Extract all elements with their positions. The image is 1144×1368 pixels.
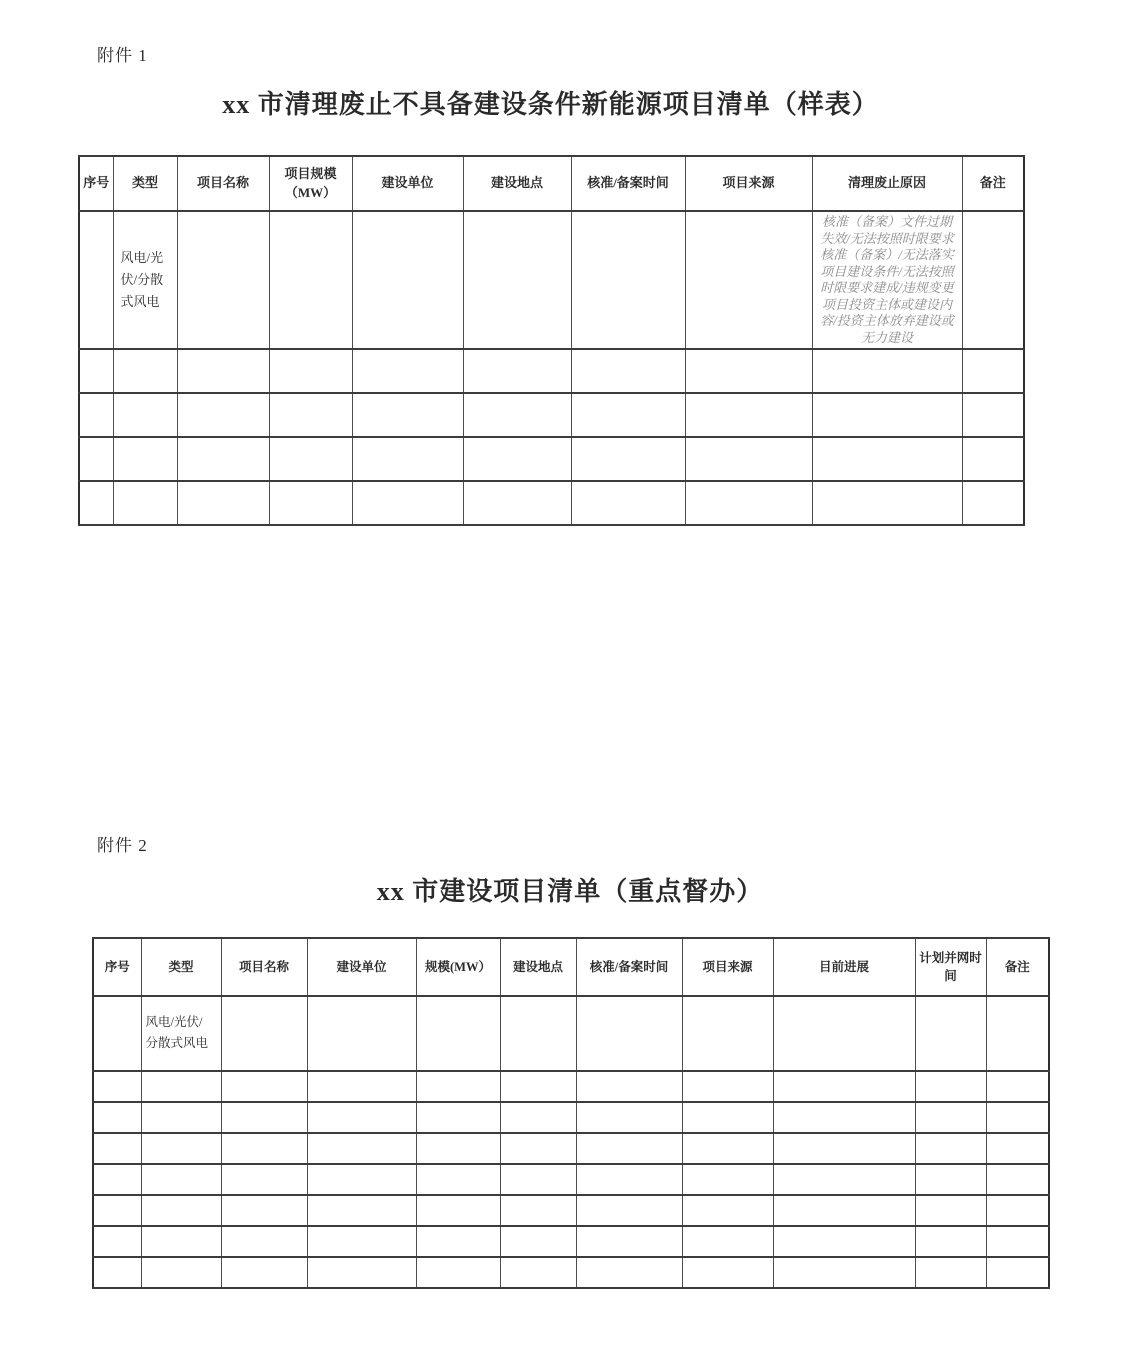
header-cell-reason: 清理废止原因 (812, 156, 962, 211)
empty-row (93, 1195, 1049, 1226)
empty-cell (812, 437, 962, 481)
reason-sample-cell: 核准（备案）文件过期失效/无法按照时限要求核准（备案）/无法落实项目建设条件/无法按照时限要求建成/违规变更项目投资主体或建设内容/投资主体放弃建设或无力建设 (812, 211, 962, 349)
empty-cell (352, 393, 463, 437)
empty-cell (269, 481, 352, 525)
empty-cell (571, 211, 685, 349)
empty-cell (141, 1071, 221, 1102)
empty-cell (986, 1226, 1049, 1257)
empty-cell (682, 996, 773, 1071)
header-cell-type: 类型 (141, 938, 221, 996)
header-cell-builder: 建设单位 (352, 156, 463, 211)
empty-cell (576, 1226, 682, 1257)
empty-cell (93, 1071, 141, 1102)
empty-cell (307, 1195, 416, 1226)
empty-cell (307, 1257, 416, 1288)
empty-cell (500, 1133, 576, 1164)
empty-row (93, 1257, 1049, 1288)
empty-cell (177, 211, 269, 349)
empty-cell (352, 211, 463, 349)
empty-cell (571, 349, 685, 393)
empty-cell (986, 1195, 1049, 1226)
empty-cell (571, 437, 685, 481)
empty-cell (915, 1133, 986, 1164)
empty-cell (986, 996, 1049, 1071)
empty-cell (773, 1133, 915, 1164)
header-cell-project-name: 项目名称 (177, 156, 269, 211)
empty-cell (221, 1164, 307, 1195)
empty-cell (812, 393, 962, 437)
empty-cell (571, 393, 685, 437)
empty-cell (962, 211, 1024, 349)
header-cell-location: 建设地点 (500, 938, 576, 996)
empty-cell (463, 211, 571, 349)
header-cell-grid-time: 计划并网时间 (915, 938, 986, 996)
empty-cell (986, 1102, 1049, 1133)
empty-cell (986, 1133, 1049, 1164)
empty-row (79, 349, 1024, 393)
empty-cell (773, 996, 915, 1071)
empty-cell (962, 481, 1024, 525)
empty-cell (141, 1164, 221, 1195)
empty-cell (773, 1257, 915, 1288)
empty-cell (682, 1164, 773, 1195)
empty-cell (773, 1164, 915, 1195)
empty-cell (682, 1226, 773, 1257)
empty-row (93, 1226, 1049, 1257)
empty-row (93, 1164, 1049, 1195)
empty-cell (93, 1195, 141, 1226)
empty-cell (416, 1133, 500, 1164)
empty-cell (307, 1071, 416, 1102)
empty-cell (221, 1195, 307, 1226)
header-cell-location: 建设地点 (463, 156, 571, 211)
empty-cell (269, 211, 352, 349)
empty-cell (682, 1071, 773, 1102)
empty-cell (986, 1257, 1049, 1288)
empty-cell (79, 211, 113, 349)
empty-cell (269, 437, 352, 481)
empty-row (79, 393, 1024, 437)
empty-cell (177, 481, 269, 525)
empty-cell (93, 1226, 141, 1257)
empty-cell (812, 481, 962, 525)
empty-cell (141, 1257, 221, 1288)
empty-cell (773, 1195, 915, 1226)
empty-cell (79, 437, 113, 481)
empty-cell (682, 1102, 773, 1133)
header-cell-approval-time: 核准/备案时间 (571, 156, 685, 211)
empty-cell (962, 437, 1024, 481)
empty-cell (307, 1133, 416, 1164)
header-cell-progress: 目前进展 (773, 938, 915, 996)
empty-cell (416, 1195, 500, 1226)
attachment2-title-wrap (92, 875, 1048, 909)
attachment-2-section (0, 836, 1144, 1288)
empty-cell (177, 437, 269, 481)
empty-cell (962, 349, 1024, 393)
type-cell: 风电/光伏/分散式风电 (113, 211, 177, 349)
empty-cell (307, 996, 416, 1071)
empty-cell (576, 996, 682, 1071)
header-cell-source: 项目来源 (682, 938, 773, 996)
attachment2-title: xx 市建设项目清单（重点督办） (376, 876, 764, 906)
empty-cell (307, 1102, 416, 1133)
empty-cell (915, 1226, 986, 1257)
empty-cell (915, 1071, 986, 1102)
empty-cell (576, 1133, 682, 1164)
empty-cell (986, 1071, 1049, 1102)
attachment2-sample-row (93, 996, 1049, 1071)
empty-cell (93, 1257, 141, 1288)
empty-cell (915, 1195, 986, 1226)
empty-cell (113, 481, 177, 525)
document-page (0, 46, 1144, 1289)
empty-cell (915, 996, 986, 1071)
empty-cell (93, 996, 141, 1071)
empty-cell (141, 1226, 221, 1257)
empty-cell (141, 1195, 221, 1226)
empty-cell (416, 1257, 500, 1288)
attachment-1-section (0, 46, 1144, 526)
empty-row (93, 1102, 1049, 1133)
empty-cell (416, 1071, 500, 1102)
empty-cell (685, 393, 812, 437)
empty-cell (352, 437, 463, 481)
empty-cell (576, 1164, 682, 1195)
empty-cell (500, 1257, 576, 1288)
attachment2-table (92, 937, 1050, 1289)
header-cell-scale: 项目规模（MW） (269, 156, 352, 211)
empty-cell (571, 481, 685, 525)
attachment1-table (78, 155, 1025, 526)
empty-cell (177, 393, 269, 437)
header-cell-type: 类型 (113, 156, 177, 211)
attachment1-title: xx 市清理废止不具备建设条件新能源项目清单（样表） (222, 90, 879, 120)
attachment1-header-row (79, 156, 1024, 211)
empty-cell (915, 1102, 986, 1133)
empty-cell (113, 393, 177, 437)
empty-cell (79, 349, 113, 393)
empty-cell (685, 211, 812, 349)
empty-cell (500, 1071, 576, 1102)
empty-cell (962, 393, 1024, 437)
attachment2-label: 附件 2 (97, 836, 148, 856)
empty-cell (221, 1226, 307, 1257)
empty-cell (221, 1071, 307, 1102)
header-cell-source: 项目来源 (685, 156, 812, 211)
empty-cell (113, 437, 177, 481)
empty-cell (307, 1164, 416, 1195)
empty-cell (307, 1226, 416, 1257)
empty-cell (221, 1257, 307, 1288)
header-cell-builder: 建设单位 (307, 938, 416, 996)
empty-cell (463, 393, 571, 437)
header-cell-project-name: 项目名称 (221, 938, 307, 996)
empty-cell (141, 1133, 221, 1164)
empty-cell (500, 1226, 576, 1257)
empty-row (79, 437, 1024, 481)
empty-cell (93, 1133, 141, 1164)
empty-cell (113, 349, 177, 393)
header-cell-remark: 备注 (962, 156, 1024, 211)
empty-cell (416, 1226, 500, 1257)
empty-cell (682, 1195, 773, 1226)
attachment1-sample-row (79, 211, 1024, 349)
empty-cell (79, 481, 113, 525)
type-cell: 风电/光伏/分散式风电 (141, 996, 221, 1071)
empty-cell (812, 349, 962, 393)
empty-cell (463, 481, 571, 525)
empty-cell (93, 1102, 141, 1133)
empty-cell (416, 1102, 500, 1133)
header-cell-seq: 序号 (93, 938, 141, 996)
attachment1-label: 附件 1 (97, 46, 148, 65)
empty-row (93, 1133, 1049, 1164)
empty-cell (682, 1257, 773, 1288)
empty-cell (500, 996, 576, 1071)
attachment1-title-wrap (78, 88, 1023, 122)
empty-cell (773, 1071, 915, 1102)
empty-cell (773, 1226, 915, 1257)
attachment2-header-row (93, 938, 1049, 996)
empty-cell (93, 1164, 141, 1195)
empty-cell (463, 349, 571, 393)
empty-cell (416, 996, 500, 1071)
empty-cell (915, 1164, 986, 1195)
empty-cell (141, 1102, 221, 1133)
empty-row (93, 1071, 1049, 1102)
empty-cell (269, 393, 352, 437)
empty-cell (416, 1164, 500, 1195)
empty-cell (463, 437, 571, 481)
empty-cell (269, 349, 352, 393)
empty-cell (177, 349, 269, 393)
header-cell-approval-time: 核准/备案时间 (576, 938, 682, 996)
header-cell-seq: 序号 (79, 156, 113, 211)
empty-cell (500, 1102, 576, 1133)
empty-cell (682, 1133, 773, 1164)
empty-cell (221, 1133, 307, 1164)
empty-row (79, 481, 1024, 525)
empty-cell (576, 1071, 682, 1102)
empty-cell (773, 1102, 915, 1133)
empty-cell (576, 1257, 682, 1288)
empty-cell (352, 349, 463, 393)
empty-cell (576, 1102, 682, 1133)
empty-cell (576, 1195, 682, 1226)
empty-cell (915, 1257, 986, 1288)
header-cell-scale: 规模(MW） (416, 938, 500, 996)
empty-cell (221, 996, 307, 1071)
header-cell-remark: 备注 (986, 938, 1049, 996)
empty-cell (685, 481, 812, 525)
empty-cell (986, 1164, 1049, 1195)
empty-cell (685, 437, 812, 481)
empty-cell (352, 481, 463, 525)
empty-cell (221, 1102, 307, 1133)
empty-cell (79, 393, 113, 437)
empty-cell (500, 1164, 576, 1195)
empty-cell (685, 349, 812, 393)
empty-cell (500, 1195, 576, 1226)
